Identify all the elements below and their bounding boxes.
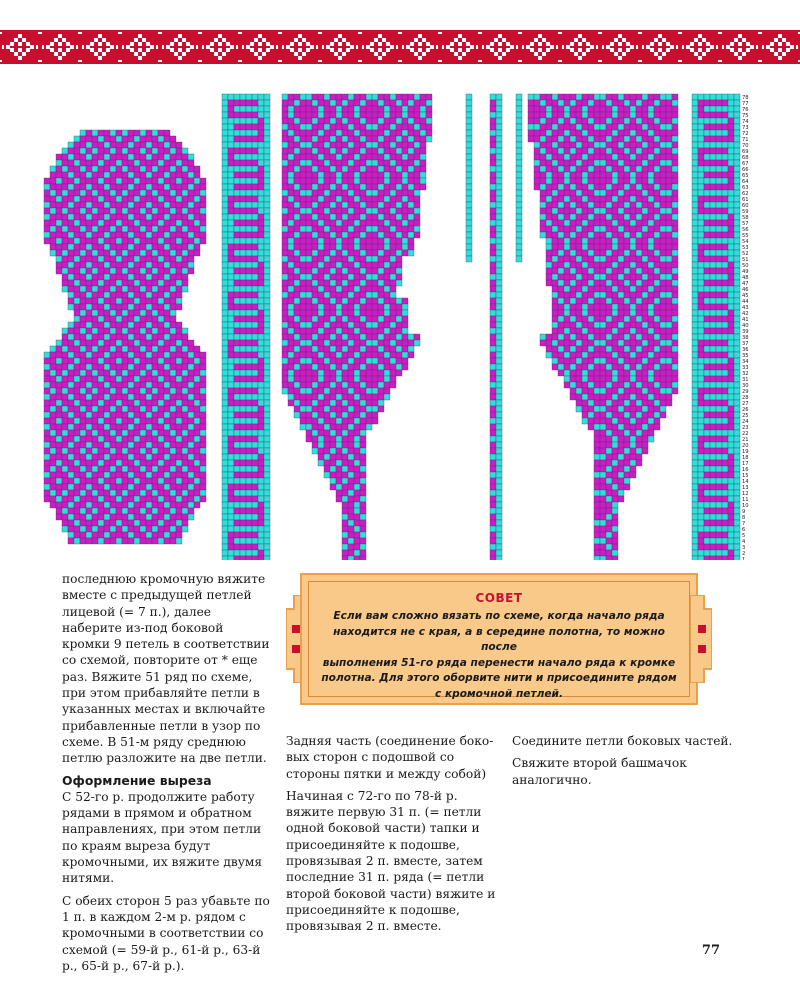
sole-chart [44, 130, 206, 544]
row-number: 8 [742, 515, 746, 521]
row-number: 44 [742, 299, 749, 305]
row-number: 9 [742, 509, 746, 515]
row-number: 31 [742, 377, 749, 383]
left-side-chart [282, 94, 432, 560]
col2-paragraph-1: Задняя часть (соединение боковых сторон с подошвой со стороны пятки и между собой) [286, 734, 494, 781]
row-number: 14 [742, 479, 749, 485]
row-number: 2 [742, 551, 746, 557]
row-number: 42 [742, 311, 749, 317]
row-number: 41 [742, 317, 749, 323]
row-number: 30 [742, 383, 749, 389]
row-number: 74 [742, 119, 749, 125]
row-number: 70 [742, 143, 749, 149]
row-number: 73 [742, 125, 749, 131]
row-number: 57 [742, 221, 749, 227]
row-number: 21 [742, 437, 749, 443]
row-number: 61 [742, 197, 749, 203]
col1-paragraph-2: С 52-го р. продолжите работу рядами в прямом и обратном направлениях, при этом петли по краям выреза будут кромочными, их вяжите двумя нитями. [62, 789, 263, 886]
tip-line: с кромочной петлей. [435, 687, 563, 700]
row-number: 63 [742, 185, 749, 191]
row-number: 20 [742, 443, 749, 449]
row-number: 55 [742, 233, 749, 239]
col3-paragraph-2: Свяжите второй башмачок аналогично. [512, 756, 687, 787]
row-number: 46 [742, 287, 749, 293]
col2-paragraph-2: Начиная с 72-го по 78-й р. вяжите первую 31 п. (= петли одной боковой части) тапки и присоединяйте к подошве, провязывая 2 п. вместе, затем последние 31 п. ряда (= петли второй боковой части) вяжите и присоединяйте к подошве, провязывая 2 п. вместе. [286, 788, 496, 934]
tip-text [316, 609, 682, 702]
row-number: 47 [742, 281, 749, 287]
text-column-3 [512, 733, 742, 794]
row-number: 12 [742, 491, 749, 497]
row-number: 53 [742, 245, 749, 251]
row-number: 69 [742, 149, 749, 155]
tip-line: Если вам сложно вязать по схеме, когда начало ряда [333, 610, 665, 622]
row-number: 49 [742, 269, 749, 275]
row-number: 27 [742, 401, 749, 407]
row-number: 77 [742, 101, 749, 107]
row-number: 35 [742, 353, 749, 359]
row-number: 22 [742, 431, 749, 437]
tip-box [286, 573, 712, 705]
right-border-strip [692, 94, 740, 560]
right-side-chart [528, 94, 678, 560]
tip-line: полотна. Для этого оборвите нити и присоедините рядом [321, 672, 677, 684]
row-number: 65 [742, 173, 749, 179]
row-number: 71 [742, 137, 749, 143]
row-number: 15 [742, 473, 749, 479]
row-number: 38 [742, 335, 749, 341]
left-border-strip [222, 94, 270, 560]
top-ornament-band [0, 0, 800, 70]
tip-line: находится не с края, а в середине полотна, то можно после [333, 625, 665, 653]
row-number: 50 [742, 263, 749, 269]
row-number: 18 [742, 455, 749, 461]
row-number: 36 [742, 347, 749, 353]
row-number: 37 [742, 341, 749, 347]
page-number: 77 [701, 943, 720, 958]
row-number: 34 [742, 359, 749, 365]
row-number: 60 [742, 203, 749, 209]
row-number: 59 [742, 209, 749, 215]
text-column-1 [62, 571, 272, 980]
row-number: 39 [742, 329, 749, 335]
row-number: 3 [742, 545, 746, 551]
row-number: 40 [742, 323, 749, 329]
row-number: 58 [742, 215, 749, 221]
row-number: 45 [742, 293, 749, 299]
ornament-pattern [0, 30, 800, 64]
row-number: 64 [742, 179, 749, 185]
row-number: 51 [742, 257, 749, 263]
row-number: 6 [742, 527, 746, 533]
center-strip-left [466, 94, 472, 262]
row-number: 5 [742, 533, 746, 539]
row-number: 16 [742, 467, 749, 473]
knitting-charts [0, 90, 800, 560]
tip-title: СОВЕТ [475, 591, 523, 605]
row-number: 24 [742, 419, 749, 425]
row-number: 17 [742, 461, 749, 467]
row-number: 52 [742, 251, 749, 257]
row-number: 76 [742, 107, 749, 113]
text-column-2 [286, 733, 496, 941]
row-number: 48 [742, 275, 749, 281]
row-number: 7 [742, 521, 746, 527]
row-number: 66 [742, 167, 749, 173]
row-number: 28 [742, 395, 749, 401]
row-number: 13 [742, 485, 749, 491]
row-number: 72 [742, 131, 749, 137]
row-number: 78 [742, 95, 749, 101]
col3-paragraph-1: Соедините петли боковых частей. [512, 734, 733, 748]
row-number: 1 [742, 557, 746, 560]
col1-paragraph-1: последнюю кромочную вяжите вместе с предыдущей петлей лицевой (= 7 п.), далее наберите из-под боковой кромки 9 петель в соответствии со схемой, повторите от * еще раз. Вяжите 51 ряд по схеме, при этом прибавляйте петли в указанных местах и включайте прибавленные петли в узор по схеме. В 51-м ряду среднюю петлю разложите на две петли. [62, 572, 270, 766]
row-number: 56 [742, 227, 749, 233]
row-number: 68 [742, 155, 749, 161]
center-strip-b [496, 94, 502, 560]
row-number: 25 [742, 413, 749, 419]
row-number: 29 [742, 389, 749, 395]
row-number: 26 [742, 407, 749, 413]
tip-line: выполнения 51-го ряда перенести начало ряда к кромке [322, 656, 676, 669]
row-number: 43 [742, 305, 749, 311]
row-number: 4 [742, 539, 746, 545]
row-number: 67 [742, 161, 749, 167]
row-number: 33 [742, 365, 749, 371]
col1-paragraph-3: С обеих сторон 5 раз убавьте по 1 п. в каждом 2-м р. рядом с кромочными в соответствии со схемой (= 59-й р., 61-й р., 63-й р., 65-й р., 67-й р.). [62, 893, 270, 973]
row-number: 62 [742, 191, 749, 197]
row-number: 32 [742, 371, 749, 377]
row-number: 75 [742, 113, 749, 119]
section-heading-cutout: Оформление выреза [62, 772, 212, 788]
center-strip-a [490, 94, 496, 560]
row-number: 19 [742, 449, 749, 455]
row-number: 11 [742, 497, 749, 503]
row-number: 54 [742, 239, 749, 245]
row-number: 10 [742, 503, 749, 509]
tip-box-right-ornament [690, 595, 712, 683]
row-number: 23 [742, 425, 749, 431]
center-strip-right [516, 94, 522, 262]
